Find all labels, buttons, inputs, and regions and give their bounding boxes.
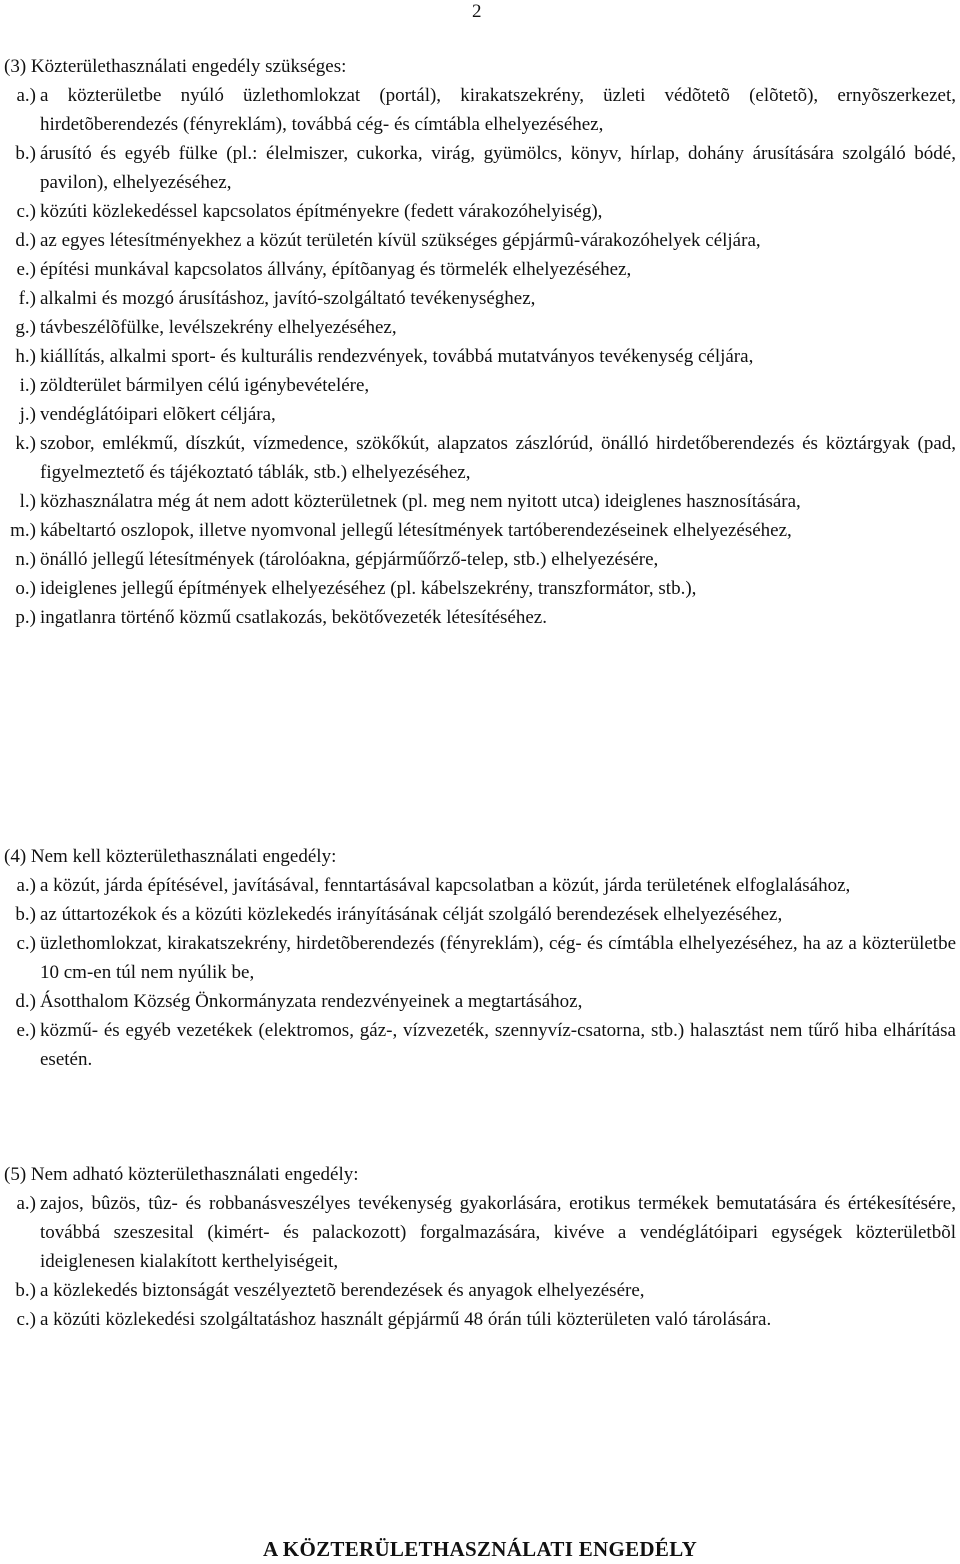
- item-text: alkalmi és mozgó árusításhoz, javító-szolgáltató tevékenységhez,: [40, 288, 536, 309]
- list-item: [0, 603, 960, 632]
- list-item: [0, 1305, 960, 1334]
- list-item: [0, 487, 960, 516]
- item-label: h.): [15, 346, 36, 367]
- item-text: ingatlanra történő közmű csatlakozás, bekötővezeték létesítéséhez.: [40, 607, 547, 628]
- item-text: zöldterület bármilyen célú igénybevételére,: [40, 375, 370, 396]
- list-item: [0, 929, 960, 987]
- item-label: k.): [15, 433, 36, 454]
- item-label: a.): [16, 875, 36, 896]
- section-4-no-permit-needed: [0, 842, 960, 1074]
- item-text: építési munkával kapcsolatos állvány, építõanyag és törmelék elhelyezéséhez,: [40, 259, 632, 280]
- item-label: d.): [15, 230, 36, 251]
- list-item: [0, 284, 960, 313]
- item-text: közmű- és egyéb vezetékek (elektromos, gáz-, vízvezeték, szennyvíz-csatorna, stb.) halasztást nem tűrő hiba elhárítása esetén.: [40, 1020, 956, 1070]
- item-label: e.): [16, 259, 36, 280]
- list-item: [0, 197, 960, 226]
- item-label: c.): [16, 1309, 36, 1330]
- list-item: [0, 987, 960, 1016]
- item-text: az úttartozékok és a közúti közlekedés irányításának célját szolgáló berendezések elhelyezéséhez,: [40, 904, 783, 925]
- list-item: [0, 545, 960, 574]
- list-item: [0, 400, 960, 429]
- item-label: m.): [10, 520, 36, 541]
- item-text: a közlekedés biztonságát veszélyeztetõ berendezések és anyagok elhelyezésére,: [40, 1280, 645, 1301]
- section-heading: (4) Nem kell közterülethasználati engedély:: [4, 846, 337, 867]
- list-item: [0, 516, 960, 545]
- list-item: [0, 371, 960, 400]
- item-label: j.): [19, 404, 36, 425]
- item-label: d.): [15, 991, 36, 1012]
- item-label: p.): [15, 607, 36, 628]
- item-label: c.): [16, 201, 36, 222]
- footer-title: A KÖZTERÜLETHASZNÁLATI ENGEDÉLY: [262, 1537, 698, 1561]
- item-text: zajos, bûzös, tûz- és robbanásveszélyes tevékenység gyakorlására, erotikus termékek bemutatására és értékesítésére, továbbá szeszesital (kimért- és palackozott) forgalmazására, kivéve a vendéglátóipari egységek közterületbõl ideiglenesen kialakított kerthelyiségeit,: [40, 1193, 956, 1272]
- section-heading: (5) Nem adható közterülethasználati engedély:: [4, 1164, 359, 1185]
- item-text: a közterületbe nyúló üzlethomlokzat (portál), kirakatszekrény, üzleti védõtetõ (elõtetõ), ernyõszerkezet, hirdetõberendezés (fényreklám), továbbá cég- és címtábla elhelyezéséhez,: [40, 85, 956, 135]
- list-item: [0, 900, 960, 929]
- item-label: g.): [15, 317, 36, 338]
- item-text: Ásotthalom Község Önkormányzata rendezvényeinek a megtartásához,: [40, 991, 583, 1012]
- list-item: [0, 139, 960, 197]
- item-label: l.): [19, 491, 36, 512]
- item-text: közúti közlekedéssel kapcsolatos építményekre (fedett várakozóhelyiség),: [40, 201, 603, 222]
- list-item: [0, 574, 960, 603]
- item-label: b.): [15, 904, 36, 925]
- item-text: a közút, járda építésével, javításával, fenntartásával kapcsolatban a közút, járda területének elfoglalásához,: [40, 875, 851, 896]
- item-label: f.): [18, 288, 36, 309]
- item-text: közhasználatra még át nem adott közterületnek (pl. meg nem nyitott utca) ideiglenes hasznosítására,: [40, 491, 801, 512]
- list-item: [0, 1189, 960, 1276]
- item-label: b.): [15, 1280, 36, 1301]
- item-text: vendéglátóipari elõkert céljára,: [40, 404, 276, 425]
- item-text: árusító és egyéb fülke (pl.: élelmiszer, cukorka, virág, gyümölcs, könyv, hírlap, dohány árusítására szolgáló bódé, pavilon), elhelyezéséhez,: [40, 143, 956, 193]
- item-label: b.): [15, 143, 36, 164]
- item-label: i.): [19, 375, 36, 396]
- item-text: távbeszélõfülke, levélszekrény elhelyezéséhez,: [40, 317, 397, 338]
- list-item: [0, 313, 960, 342]
- section-heading: (3) Közterülethasználati engedély szükséges:: [4, 56, 347, 77]
- item-text: kábeltartó oszlopok, illetve nyomvonal jellegű létesítmények tartóberendezéseinek elhelyezéséhez,: [40, 520, 792, 541]
- list-item: [0, 1016, 960, 1074]
- item-text: az egyes létesítményekhez a közút területén kívül szükséges gépjármû-várakozóhelyek céljára,: [40, 230, 761, 251]
- page-number: 2: [472, 1, 482, 22]
- list-item: [0, 871, 960, 900]
- item-label: n.): [15, 549, 36, 570]
- item-label: a.): [16, 1193, 36, 1214]
- list-item: [0, 255, 960, 284]
- item-text: a közúti közlekedési szolgáltatáshoz használt gépjármű 48 órán túli közterületen való tárolására.: [40, 1309, 772, 1330]
- item-text: ideiglenes jellegű építmények elhelyezéséhez (pl. kábelszekrény, transzformátor, stb.),: [40, 578, 697, 599]
- list-item: [0, 1276, 960, 1305]
- section-5-permit-not-granted: [0, 1160, 960, 1334]
- item-label: a.): [16, 85, 36, 106]
- item-text: önálló jellegű létesítmények (tárolóakna, gépjárműőrző-telep, stb.) elhelyezésére,: [40, 549, 659, 570]
- item-text: üzlethomlokzat, kirakatszekrény, hirdetõberendezés (fényreklám), cég- és címtábla elhelyezéséhez, ha az a közterületbe 10 cm-en túl nem nyúlik be,: [40, 933, 956, 983]
- item-text: szobor, emlékmű, díszkút, vízmedence, szökőkút, alapzatos zászlórúd, önálló hirdetőberendezés és köztárgyak (pad, figyelmeztető és tájékoztató táblák, stb.) elhelyezéséhez,: [40, 433, 956, 483]
- item-text: kiállítás, alkalmi sport- és kulturális rendezvények, továbbá mutatványos tevékenység céljára,: [40, 346, 754, 367]
- list-item: [0, 342, 960, 371]
- item-label: e.): [16, 1020, 36, 1041]
- list-item: [0, 226, 960, 255]
- item-label: c.): [16, 933, 36, 954]
- item-label: o.): [15, 578, 36, 599]
- list-item: [0, 81, 960, 139]
- list-item: [0, 429, 960, 487]
- section-3-permit-required: [0, 52, 960, 632]
